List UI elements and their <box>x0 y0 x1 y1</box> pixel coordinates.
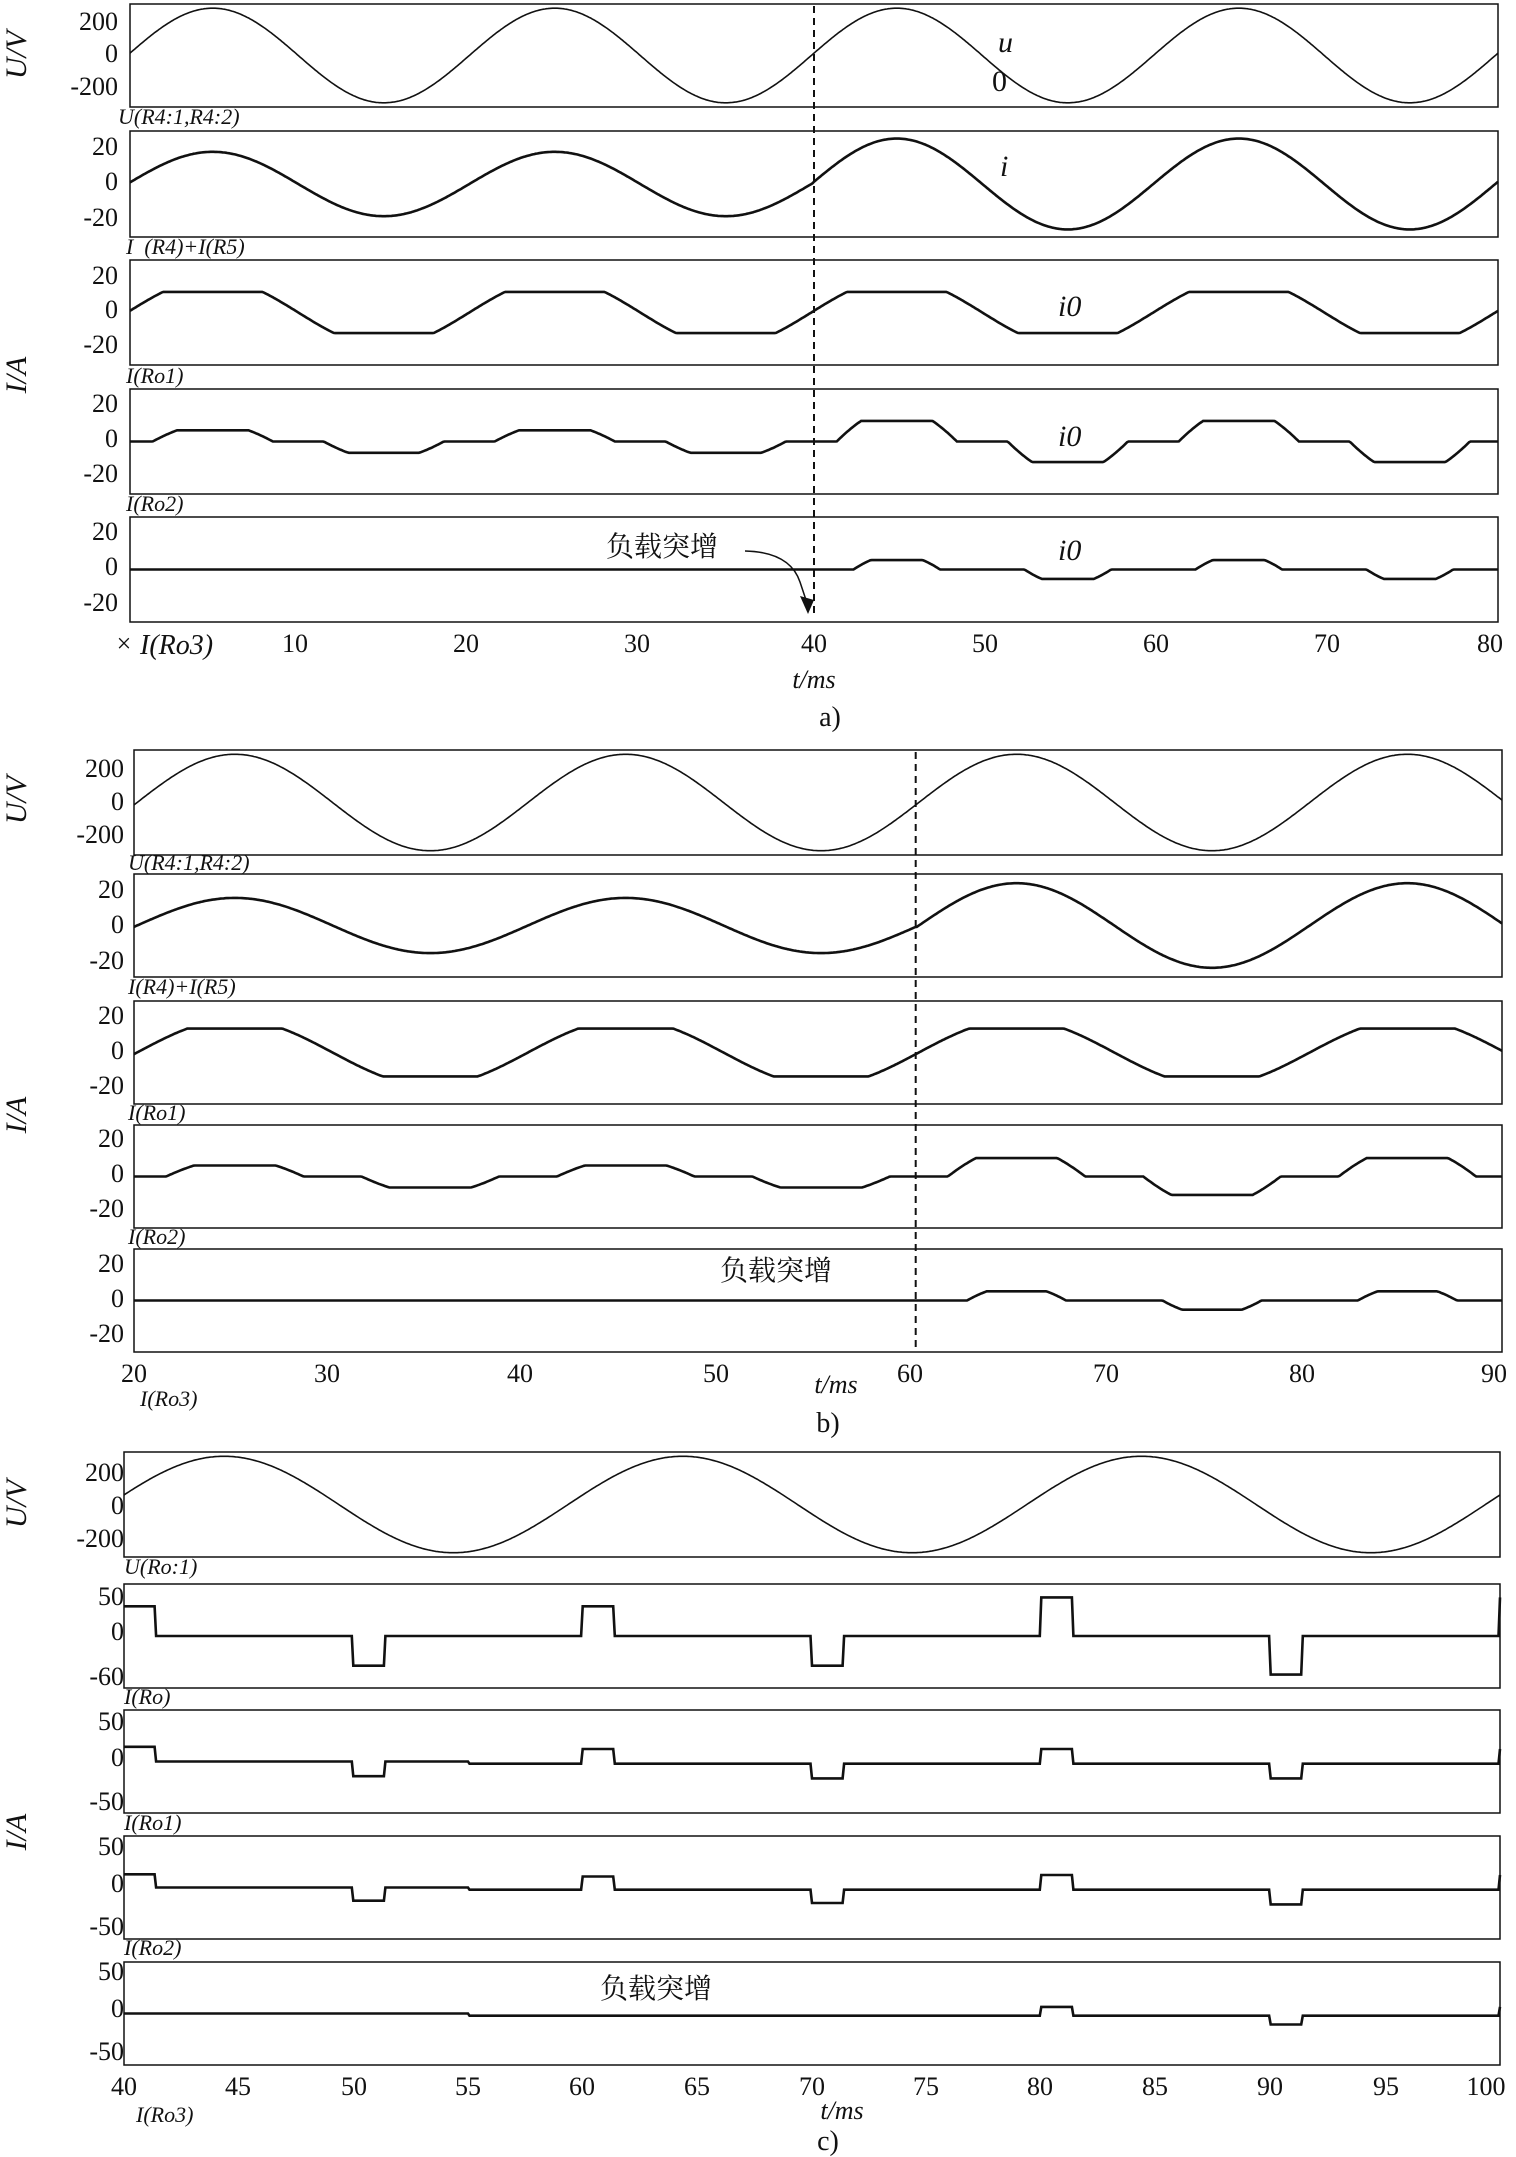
c-xtick-70: 70 <box>799 2072 825 2101</box>
b-legend-panel-4: I(Ro2) <box>128 1224 186 1249</box>
b-p5-ytick-top: 20 <box>98 1249 124 1278</box>
b-p4-ytick-bot: -20 <box>89 1194 124 1223</box>
c-p3-ytick-bot: -50 <box>89 1787 124 1816</box>
figure-c <box>0 1452 1506 2157</box>
c-p1-ytick-top: 200 <box>85 1458 124 1487</box>
c-xtick-40: 40 <box>111 2072 137 2101</box>
b-p3-ytick-top: 20 <box>98 1001 124 1030</box>
b-xtick-50: 50 <box>703 1359 729 1388</box>
c-p4-ytick-bot: -50 <box>89 1912 124 1941</box>
b-xtick-30: 30 <box>314 1359 340 1388</box>
a-label-zero: 0 <box>992 65 1007 98</box>
c-xtick-55: 55 <box>455 2072 481 2101</box>
a-legend-panel-5: I(Ro3) <box>140 630 214 661</box>
c-p3-ytick-mid: 0 <box>111 1743 124 1772</box>
c-xtick-80: 80 <box>1027 2072 1053 2101</box>
a-label-i: i <box>1000 150 1009 183</box>
b-p2-ytick-bot: -20 <box>89 946 124 975</box>
c-p1-ytick-mid: 0 <box>111 1491 124 1520</box>
c-xtick-95: 95 <box>1373 2072 1399 2101</box>
c-current-axis-label: I/A <box>0 1813 33 1851</box>
b-xlabel: t/ms <box>814 1370 858 1399</box>
a-xtick-20: 20 <box>453 629 479 658</box>
a-xtick-60: 60 <box>1143 629 1169 658</box>
c-p4-ytick-top: 50 <box>98 1832 124 1861</box>
a-current-axis-label: I/A <box>0 356 33 394</box>
a-voltage-axis-label: U/V <box>0 30 33 80</box>
b-caption: b) <box>816 1408 840 1439</box>
b-panel-1-frame <box>134 750 1502 855</box>
b-xtick-90: 90 <box>1481 1359 1507 1388</box>
a-legend-panel-2: I (R4)+I(R5) <box>126 234 245 259</box>
b-xtick-40: 40 <box>507 1359 533 1388</box>
a-legend-panel-4: I(Ro2) <box>126 491 184 516</box>
b-xtick-80: 80 <box>1289 1359 1315 1388</box>
a-caption: a) <box>819 702 841 733</box>
b-xtick-70: 70 <box>1093 1359 1119 1388</box>
a-annotation-arrow <box>745 551 808 606</box>
c-panel-1-frame <box>124 1452 1500 1557</box>
c-load-step-annotation: 负载突增 <box>600 1974 713 2005</box>
a-p5-ytick-top: 20 <box>92 517 118 546</box>
b-legend-panel-3: I(Ro1) <box>128 1100 186 1125</box>
c-xtick-75: 75 <box>913 2072 939 2101</box>
a-load-step-annotation: 负载突增 <box>606 532 719 563</box>
c-xlabel: t/ms <box>820 2096 864 2125</box>
a-p3-ytick-bot: -20 <box>83 330 118 359</box>
a-annotation-arrowhead <box>800 596 814 614</box>
b-p1-ytick-top: 200 <box>85 754 124 783</box>
a-p3-ytick-mid: 0 <box>105 295 118 324</box>
a-xtick-50: 50 <box>972 629 998 658</box>
c-p2-ytick-top: 50 <box>98 1582 124 1611</box>
b-total-current-waveform <box>134 883 1502 968</box>
a-panel-2-frame <box>130 131 1498 237</box>
b-current-axis-label: I/A <box>0 1096 33 1134</box>
b-p5-ytick-mid: 0 <box>111 1284 124 1313</box>
c-ro1-current-waveform <box>124 1747 1500 1779</box>
b-p3-ytick-bot: -20 <box>89 1071 124 1100</box>
c-ro3-current-waveform <box>124 2007 1500 2025</box>
a-label-u: u <box>998 26 1013 59</box>
c-p3-ytick-top: 50 <box>98 1707 124 1736</box>
a-label-i0-p5: i0 <box>1058 534 1082 567</box>
b-legend-panel-2: I(R4)+I(R5) <box>128 974 236 999</box>
b-voltage-waveform <box>134 754 1502 850</box>
b-p5-ytick-bot: -20 <box>89 1319 124 1348</box>
c-ro2-current-waveform <box>124 1874 1500 1904</box>
a-p2-ytick-mid: 0 <box>105 167 118 196</box>
c-legend-panel-5: I(Ro3) <box>136 2102 194 2127</box>
c-legend-panel-3: I(Ro1) <box>124 1810 182 1835</box>
a-p1-ytick-bot: -200 <box>70 72 118 101</box>
a-p3-ytick-top: 20 <box>92 261 118 290</box>
a-xlabel: t/ms <box>792 665 836 694</box>
a-p2-ytick-bot: -20 <box>83 203 118 232</box>
b-p1-ytick-bot: -200 <box>76 820 124 849</box>
a-p2-ytick-top: 20 <box>92 132 118 161</box>
a-label-i0-p4: i0 <box>1058 420 1082 453</box>
a-p4-ytick-mid: 0 <box>105 424 118 453</box>
b-p1-ytick-mid: 0 <box>111 787 124 816</box>
a-p5-ytick-mid: 0 <box>105 552 118 581</box>
c-xtick-50: 50 <box>341 2072 367 2101</box>
c-xtick-65: 65 <box>684 2072 710 2101</box>
c-xtick-60: 60 <box>569 2072 595 2101</box>
figure-a <box>0 4 1503 733</box>
a-xtick-10: 10 <box>282 629 308 658</box>
a-xtick-origin: × <box>116 629 132 658</box>
a-p4-ytick-bot: -20 <box>83 459 118 488</box>
c-p2-ytick-mid: 0 <box>111 1617 124 1646</box>
c-p5-ytick-mid: 0 <box>111 1994 124 2023</box>
c-xtick-85: 85 <box>1142 2072 1168 2101</box>
a-p1-ytick-mid: 0 <box>105 39 118 68</box>
a-label-i0-p3: i0 <box>1058 290 1082 323</box>
b-p4-ytick-top: 20 <box>98 1124 124 1153</box>
figure-b <box>0 750 1507 1439</box>
a-legend-panel-3: I(Ro1) <box>126 363 184 388</box>
a-p4-ytick-top: 20 <box>92 389 118 418</box>
b-ro1-current-waveform <box>134 1029 1502 1077</box>
a-p1-ytick-top: 200 <box>79 7 118 36</box>
b-legend-panel-5: I(Ro3) <box>140 1386 198 1411</box>
b-panel-3-frame <box>134 1001 1502 1104</box>
a-xtick-80: 80 <box>1477 629 1503 658</box>
b-voltage-axis-label: U/V <box>0 775 33 825</box>
c-voltage-waveform <box>124 1456 1500 1552</box>
c-legend-panel-2: I(Ro) <box>124 1684 171 1709</box>
c-p5-ytick-top: 50 <box>98 1957 124 1986</box>
b-ro3-current-waveform <box>134 1291 1502 1309</box>
c-p1-ytick-bot: -200 <box>76 1524 124 1553</box>
c-p4-ytick-mid: 0 <box>111 1869 124 1898</box>
b-load-step-annotation: 负载突增 <box>720 1256 833 1287</box>
c-caption: c) <box>817 2126 839 2157</box>
b-p2-ytick-top: 20 <box>98 875 124 904</box>
b-legend-panel-1: U(R4:1,R4:2) <box>128 850 250 875</box>
b-xtick-20: 20 <box>121 1359 147 1388</box>
c-legend-panel-1: U(Ro:1) <box>124 1554 198 1579</box>
b-p3-ytick-mid: 0 <box>111 1036 124 1065</box>
c-xtick-45: 45 <box>225 2072 251 2101</box>
c-voltage-axis-label: U/V <box>0 1479 33 1529</box>
a-p5-ytick-bot: -20 <box>83 588 118 617</box>
c-xtick-100: 100 <box>1466 2072 1506 2101</box>
c-p5-ytick-bot: -50 <box>89 2037 124 2066</box>
a-legend-panel-1: U(R4:1,R4:2) <box>118 104 240 129</box>
a-xtick-70: 70 <box>1314 629 1340 658</box>
b-ro2-current-waveform <box>134 1158 1502 1195</box>
c-xtick-90: 90 <box>1257 2072 1283 2101</box>
a-xtick-30: 30 <box>624 629 650 658</box>
a-xtick-40: 40 <box>801 629 827 658</box>
c-ro-current-waveform <box>124 1597 1500 1674</box>
b-xtick-60: 60 <box>897 1359 923 1388</box>
c-p2-ytick-bot: -60 <box>89 1662 124 1691</box>
b-panel-2-frame <box>134 874 1502 977</box>
b-p2-ytick-mid: 0 <box>111 910 124 939</box>
b-p4-ytick-mid: 0 <box>111 1159 124 1188</box>
c-legend-panel-4: I(Ro2) <box>124 1935 182 1960</box>
